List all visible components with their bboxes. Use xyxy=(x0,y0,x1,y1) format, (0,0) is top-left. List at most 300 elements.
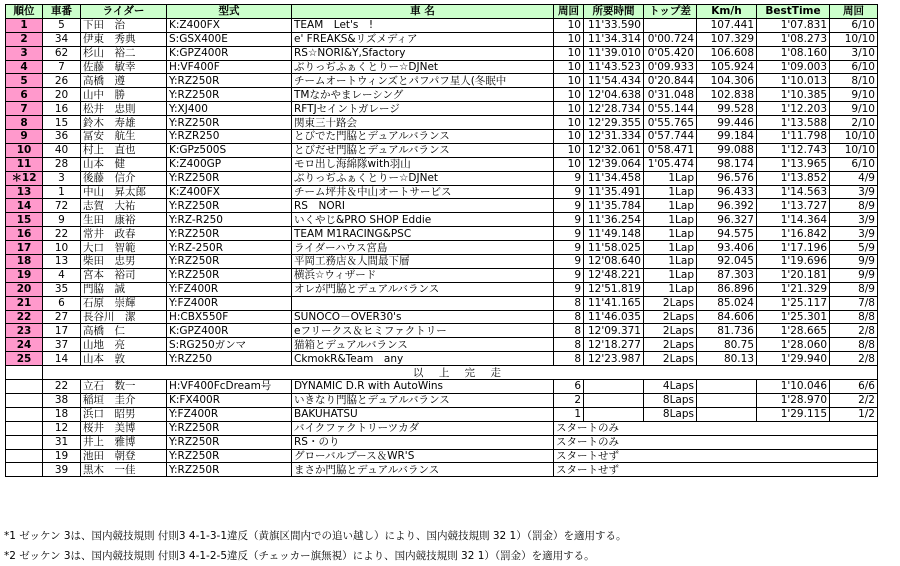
cell-rider: 門脇 誠 xyxy=(81,282,167,296)
cell-time: 11'34.458 xyxy=(584,171,644,185)
table-row xyxy=(6,130,878,144)
cell-number: 38 xyxy=(43,393,81,407)
cell-speed: 107.441 xyxy=(697,18,757,32)
cell-number: 5 xyxy=(43,18,81,32)
cell-besttime: 1'28.665 xyxy=(757,324,830,338)
cell-laps: 10 xyxy=(554,102,584,116)
cell-position: 5 xyxy=(6,74,43,88)
cell-besttime: 1'19.696 xyxy=(757,255,830,269)
cell-team: BAKUHATSU xyxy=(292,407,554,421)
cell-bestlap: 3/10 xyxy=(830,46,878,60)
cell-number: 4 xyxy=(43,268,81,282)
cell-number: 13 xyxy=(43,255,81,269)
table-row xyxy=(6,268,878,282)
cell-number: 62 xyxy=(43,46,81,60)
cell-rider: 山中 勝 xyxy=(81,88,167,102)
cell-model: K:Z400GP xyxy=(167,157,292,171)
cell-speed: 81.736 xyxy=(697,324,757,338)
cell-gap: 1Lap xyxy=(644,185,697,199)
col-gap: トップ差 xyxy=(644,5,697,19)
table-row xyxy=(6,338,878,352)
col-rider: ライダー xyxy=(81,5,167,19)
cell-model: S:RG250ガンマ xyxy=(167,338,292,352)
cell-speed: 84.606 xyxy=(697,310,757,324)
cell-besttime: 1'29.115 xyxy=(757,407,830,421)
cell-model: Y:RZR250 xyxy=(167,130,292,144)
cell-gap: 2Laps xyxy=(644,310,697,324)
cell-model: H:CBX550F xyxy=(167,310,292,324)
cell-time: 11'33.590 xyxy=(584,18,644,32)
cell-time: 11'35.491 xyxy=(584,185,644,199)
cell-model: K:GPZ400R xyxy=(167,324,292,338)
cell-position: 21 xyxy=(6,296,43,310)
cell-team: チームオートウィンズとパフパフ星人(冬眠中 xyxy=(292,74,554,88)
cell-speed: 80.13 xyxy=(697,352,757,366)
cell-number: 36 xyxy=(43,130,81,144)
cell-number: 39 xyxy=(43,463,81,477)
table-row xyxy=(6,116,878,130)
cell-team: 平岡工務店＆人間最下層 xyxy=(292,255,554,269)
table-row xyxy=(6,185,878,199)
cell-speed: 96.433 xyxy=(697,185,757,199)
cell-bestlap: 2/10 xyxy=(830,116,878,130)
table-row xyxy=(6,282,878,296)
cell-position: 8 xyxy=(6,116,43,130)
cell-model: Y:XJ400 xyxy=(167,102,292,116)
cell-number: 18 xyxy=(43,407,81,421)
cell-time: 11'41.165 xyxy=(584,296,644,310)
cell-besttime: 1'16.842 xyxy=(757,227,830,241)
cell-rider: 山本 健 xyxy=(81,157,167,171)
cell-gap: 0'20.844 xyxy=(644,74,697,88)
cell-laps: 9 xyxy=(554,213,584,227)
cell-rider: 山本 敦 xyxy=(81,352,167,366)
cell-time: 11'43.523 xyxy=(584,60,644,74)
cell-gap: 0'57.744 xyxy=(644,130,697,144)
cell-team: 猫箱とデュアルバランス xyxy=(292,338,554,352)
cell-model: K:FX400R xyxy=(167,393,292,407)
cell-time: 12'28.734 xyxy=(584,102,644,116)
cell-model: Y:FZ400R xyxy=(167,407,292,421)
cell-time xyxy=(584,380,644,394)
table-row xyxy=(6,296,878,310)
cell-position xyxy=(6,393,43,407)
table-row xyxy=(6,393,878,407)
cell-time: 12'32.061 xyxy=(584,143,644,157)
cell-laps: 9 xyxy=(554,227,584,241)
cell-number: 15 xyxy=(43,116,81,130)
cell-number: 1 xyxy=(43,185,81,199)
cell-gap: 1Lap xyxy=(644,227,697,241)
no-start-rows xyxy=(6,421,878,477)
cell-position: 3 xyxy=(6,46,43,60)
cell-bestlap: 6/10 xyxy=(830,157,878,171)
cell-rider: 下田 治 xyxy=(81,18,167,32)
cell-gap: 8Laps xyxy=(644,393,697,407)
cell-status: スタートのみ xyxy=(554,421,878,435)
cell-position xyxy=(6,449,43,463)
cell-rider: 桜井 美博 xyxy=(81,421,167,435)
cell-gap: 0'55.765 xyxy=(644,116,697,130)
cell-model: K:GPZ400R xyxy=(167,46,292,60)
cell-model: Y:RZ250 xyxy=(167,352,292,366)
cell-model: Y:RZ250R xyxy=(167,74,292,88)
cell-besttime: 1'13.965 xyxy=(757,157,830,171)
separator-label: 以 上 完 走 xyxy=(43,366,878,380)
cell-position: 16 xyxy=(6,227,43,241)
col-time: 所要時間 xyxy=(584,5,644,19)
table-row xyxy=(6,463,878,477)
cell-rider: 浜口 昭男 xyxy=(81,407,167,421)
cell-team: DYNAMIC D.R with AutoWins xyxy=(292,380,554,394)
table-row xyxy=(6,421,878,435)
cell-team: SUNOCO－OVER30's xyxy=(292,310,554,324)
cell-number: 28 xyxy=(43,157,81,171)
cell-rider: 志賀 大祐 xyxy=(81,199,167,213)
cell-position xyxy=(6,407,43,421)
cell-model: Y:RZ250R xyxy=(167,435,292,449)
cell-speed: 96.576 xyxy=(697,171,757,185)
cell-position xyxy=(6,463,43,477)
cell-number: 10 xyxy=(43,241,81,255)
cell-bestlap: 3/9 xyxy=(830,213,878,227)
cell-time: 12'31.334 xyxy=(584,130,644,144)
cell-speed: 93.406 xyxy=(697,241,757,255)
cell-number: 26 xyxy=(43,74,81,88)
cell-bestlap: 6/10 xyxy=(830,18,878,32)
table-row xyxy=(6,32,878,46)
cell-gap xyxy=(644,18,697,32)
cell-position: 22 xyxy=(6,310,43,324)
cell-time xyxy=(584,407,644,421)
cell-time xyxy=(584,393,644,407)
cell-number: 72 xyxy=(43,199,81,213)
cell-besttime: 1'12.203 xyxy=(757,102,830,116)
cell-bestlap: 8/9 xyxy=(830,199,878,213)
cell-laps: 1 xyxy=(554,407,584,421)
cell-besttime: 1'13.727 xyxy=(757,199,830,213)
cell-position: ＊12 xyxy=(6,171,43,185)
cell-gap: 0'09.933 xyxy=(644,60,697,74)
table-row xyxy=(6,449,878,463)
cell-position: 25 xyxy=(6,352,43,366)
cell-speed: 96.392 xyxy=(697,199,757,213)
cell-number: 31 xyxy=(43,435,81,449)
cell-model: Y:RZ250R xyxy=(167,88,292,102)
cell-bestlap: 6/10 xyxy=(830,60,878,74)
cell-team: ぶりっぢふぁくとりー☆DJNet xyxy=(292,171,554,185)
cell-number: 35 xyxy=(43,282,81,296)
cell-number: 3 xyxy=(43,171,81,185)
cell-rider: 伊東 秀典 xyxy=(81,32,167,46)
cell-time: 11'34.314 xyxy=(584,32,644,46)
results-table xyxy=(5,4,878,477)
table-row xyxy=(6,199,878,213)
cell-laps: 10 xyxy=(554,116,584,130)
cell-bestlap: 1/2 xyxy=(830,407,878,421)
cell-besttime: 1'28.970 xyxy=(757,393,830,407)
cell-team xyxy=(292,296,554,310)
cell-time: 11'46.035 xyxy=(584,310,644,324)
cell-model: Y:RZ250R xyxy=(167,171,292,185)
cell-rider: 宮本 裕司 xyxy=(81,268,167,282)
cell-gap: 0'00.724 xyxy=(644,32,697,46)
cell-besttime: 1'29.940 xyxy=(757,352,830,366)
cell-laps: 8 xyxy=(554,324,584,338)
cell-speed: 107.329 xyxy=(697,32,757,46)
cell-position xyxy=(6,421,43,435)
cell-status: スタートせず xyxy=(554,449,878,463)
cell-rider: 柴田 忠男 xyxy=(81,255,167,269)
cell-number: 6 xyxy=(43,296,81,310)
cell-rider: 黒木 一佳 xyxy=(81,463,167,477)
cell-bestlap: 4/9 xyxy=(830,171,878,185)
cell-laps: 10 xyxy=(554,130,584,144)
cell-laps: 6 xyxy=(554,380,584,394)
cell-speed: 104.306 xyxy=(697,74,757,88)
cell-besttime: 1'21.329 xyxy=(757,282,830,296)
cell-model: Y:RZ250R xyxy=(167,268,292,282)
cell-rider: 常井 政春 xyxy=(81,227,167,241)
cell-laps: 9 xyxy=(554,199,584,213)
cell-number: 27 xyxy=(43,310,81,324)
cell-number: 17 xyxy=(43,324,81,338)
cell-rider: 井上 雅博 xyxy=(81,435,167,449)
cell-team: 横浜☆ウィザード xyxy=(292,268,554,282)
cell-position: 6 xyxy=(6,88,43,102)
table-row xyxy=(6,18,878,32)
cell-speed: 92.045 xyxy=(697,255,757,269)
cell-bestlap: 6/6 xyxy=(830,380,878,394)
cell-time: 12'04.638 xyxy=(584,88,644,102)
cell-gap: 1Lap xyxy=(644,268,697,282)
cell-position xyxy=(6,380,43,394)
cell-bestlap: 9/10 xyxy=(830,88,878,102)
cell-bestlap: 8/10 xyxy=(830,74,878,88)
cell-besttime: 1'09.003 xyxy=(757,60,830,74)
cell-gap: 0'58.471 xyxy=(644,143,697,157)
cell-time: 12'09.371 xyxy=(584,324,644,338)
cell-bestlap: 8/8 xyxy=(830,338,878,352)
cell-besttime: 1'08.273 xyxy=(757,32,830,46)
cell-time: 11'35.784 xyxy=(584,199,644,213)
cell-time: 12'18.277 xyxy=(584,338,644,352)
cell-position: 4 xyxy=(6,60,43,74)
cell-speed: 80.75 xyxy=(697,338,757,352)
cell-rider: 冨安 航生 xyxy=(81,130,167,144)
cell-besttime: 1'28.060 xyxy=(757,338,830,352)
cell-bestlap: 2/8 xyxy=(830,352,878,366)
cell-time: 12'08.640 xyxy=(584,255,644,269)
cell-rider: 中山 昇太郎 xyxy=(81,185,167,199)
cell-speed: 86.896 xyxy=(697,282,757,296)
cell-laps: 8 xyxy=(554,310,584,324)
cell-laps: 10 xyxy=(554,60,584,74)
cell-time: 11'49.148 xyxy=(584,227,644,241)
cell-model: K:Z400FX xyxy=(167,18,292,32)
cell-number: 37 xyxy=(43,338,81,352)
cell-laps: 10 xyxy=(554,18,584,32)
cell-bestlap: 9/9 xyxy=(830,255,878,269)
cell-bestlap: 10/10 xyxy=(830,143,878,157)
cell-number: 19 xyxy=(43,449,81,463)
cell-number: 40 xyxy=(43,143,81,157)
cell-number: 22 xyxy=(43,380,81,394)
cell-time: 11'58.025 xyxy=(584,241,644,255)
cell-number: 22 xyxy=(43,227,81,241)
table-row xyxy=(6,324,878,338)
cell-model: K:Z400FX xyxy=(167,185,292,199)
cell-besttime: 1'07.831 xyxy=(757,18,830,32)
cell-position: 7 xyxy=(6,102,43,116)
cell-model: Y:RZ250R xyxy=(167,463,292,477)
cell-laps: 10 xyxy=(554,143,584,157)
cell-laps: 8 xyxy=(554,352,584,366)
cell-bestlap: 3/9 xyxy=(830,185,878,199)
cell-position: 11 xyxy=(6,157,43,171)
cell-position: 13 xyxy=(6,185,43,199)
table-row xyxy=(6,227,878,241)
col-bestlap: 周回 xyxy=(830,5,878,19)
cell-laps: 8 xyxy=(554,296,584,310)
cell-number: 16 xyxy=(43,102,81,116)
cell-position xyxy=(6,435,43,449)
cell-team: オレが門脇とデュアルバランス xyxy=(292,282,554,296)
cell-model: Y:RZ250R xyxy=(167,199,292,213)
cell-team: TEAM M1RACING&PSC xyxy=(292,227,554,241)
cell-besttime: 1'20.181 xyxy=(757,268,830,282)
cell-laps: 8 xyxy=(554,338,584,352)
cell-gap: 0'05.420 xyxy=(644,46,697,60)
cell-team: RS・のり xyxy=(292,435,554,449)
cell-laps: 10 xyxy=(554,46,584,60)
notes xyxy=(4,526,894,566)
cell-rider: 山地 亮 xyxy=(81,338,167,352)
cell-team: バイクファクトリーツカダ xyxy=(292,421,554,435)
cell-besttime: 1'17.196 xyxy=(757,241,830,255)
table-row xyxy=(6,88,878,102)
cell-model: H:VF400F xyxy=(167,60,292,74)
note-1: *1 ゼッケン 3は、国内競技規則 付則3 4-1-3-1違反（黄旗区間内での追い越し）により、国内競技規則 32 1）（罰金）を適用する。 xyxy=(4,530,627,542)
cell-rider: 高橋 仁 xyxy=(81,324,167,338)
cell-speed xyxy=(697,407,757,421)
cell-besttime: 1'11.798 xyxy=(757,130,830,144)
cell-position: 15 xyxy=(6,213,43,227)
cell-team: eフリークス＆ヒミファクトリー xyxy=(292,324,554,338)
cell-number: 7 xyxy=(43,60,81,74)
cell-besttime: 1'25.117 xyxy=(757,296,830,310)
cell-gap: 2Laps xyxy=(644,324,697,338)
cell-model: Y:RZ250R xyxy=(167,227,292,241)
cell-besttime: 1'10.046 xyxy=(757,380,830,394)
cell-laps: 10 xyxy=(554,157,584,171)
cell-time: 12'29.355 xyxy=(584,116,644,130)
cell-rider: 石原 崇輝 xyxy=(81,296,167,310)
cell-besttime: 1'13.588 xyxy=(757,116,830,130)
cell-besttime: 1'25.301 xyxy=(757,310,830,324)
cell-team: とびでた門脇とデュアルバランス xyxy=(292,130,554,144)
cell-team: 関東三十路会 xyxy=(292,116,554,130)
cell-rider: 後藤 信介 xyxy=(81,171,167,185)
cell-status: スタートせず xyxy=(554,463,878,477)
cell-speed: 87.303 xyxy=(697,268,757,282)
cell-number: 12 xyxy=(43,421,81,435)
cell-time: 11'54.434 xyxy=(584,74,644,88)
cell-position: 14 xyxy=(6,199,43,213)
table-row xyxy=(6,143,878,157)
cell-position: 2 xyxy=(6,32,43,46)
table-row xyxy=(6,407,878,421)
cell-model: Y:RZ-R250 xyxy=(167,213,292,227)
cell-time: 11'36.254 xyxy=(584,213,644,227)
cell-gap: 1Lap xyxy=(644,213,697,227)
cell-position: 18 xyxy=(6,255,43,269)
cell-position: 1 xyxy=(6,18,43,32)
cell-gap: 1Lap xyxy=(644,241,697,255)
cell-team: いくやじ&PRO SHOP Eddie xyxy=(292,213,554,227)
table-row xyxy=(6,157,878,171)
cell-gap: 1Lap xyxy=(644,171,697,185)
cell-model: S:GSX400E xyxy=(167,32,292,46)
cell-team: とびだせ門脇とデュアルバランス xyxy=(292,143,554,157)
separator-pos xyxy=(6,366,43,380)
cell-team: ぶりっぢふぁくとりー☆DJNet xyxy=(292,60,554,74)
col-speed: Km/h xyxy=(697,5,757,19)
table-row xyxy=(6,213,878,227)
cell-team: RS☆NORI&Y,Sfactory xyxy=(292,46,554,60)
cell-number: 14 xyxy=(43,352,81,366)
cell-team: まさか門脇とデュアルバランス xyxy=(292,463,554,477)
cell-status: スタートのみ xyxy=(554,435,878,449)
cell-gap: 4Laps xyxy=(644,380,697,394)
cell-speed: 99.446 xyxy=(697,116,757,130)
cell-team: グローバルブース＆WR'S xyxy=(292,449,554,463)
cell-speed: 102.838 xyxy=(697,88,757,102)
cell-besttime: 1'10.385 xyxy=(757,88,830,102)
cell-bestlap: 8/8 xyxy=(830,310,878,324)
table-row xyxy=(6,435,878,449)
cell-speed xyxy=(697,393,757,407)
cell-rider: 立石 数一 xyxy=(81,380,167,394)
cell-model: Y:RZ250R xyxy=(167,449,292,463)
table-row xyxy=(6,46,878,60)
cell-speed: 105.924 xyxy=(697,60,757,74)
cell-besttime: 1'08.160 xyxy=(757,46,830,60)
table-row xyxy=(6,255,878,269)
cell-speed: 106.608 xyxy=(697,46,757,60)
cell-position: 23 xyxy=(6,324,43,338)
cell-laps: 10 xyxy=(554,74,584,88)
table-row xyxy=(6,74,878,88)
cell-time: 12'39.064 xyxy=(584,157,644,171)
cell-speed: 98.174 xyxy=(697,157,757,171)
cell-team: RS NORI xyxy=(292,199,554,213)
cell-gap: 1'05.474 xyxy=(644,157,697,171)
cell-gap: 1Lap xyxy=(644,255,697,269)
cell-rider: 佐藤 敏幸 xyxy=(81,60,167,74)
cell-model: H:VF400FcDream号 xyxy=(167,380,292,394)
cell-model: Y:RZ-250R xyxy=(167,241,292,255)
cell-team: e' FREAKS&リズメディア xyxy=(292,32,554,46)
cell-bestlap: 7/8 xyxy=(830,296,878,310)
col-laps: 周回 xyxy=(554,5,584,19)
col-besttime: BestTime xyxy=(757,5,830,19)
cell-speed: 94.575 xyxy=(697,227,757,241)
cell-model: Y:FZ400R xyxy=(167,282,292,296)
cell-laps: 9 xyxy=(554,171,584,185)
cell-position: 17 xyxy=(6,241,43,255)
cell-bestlap: 5/9 xyxy=(830,241,878,255)
